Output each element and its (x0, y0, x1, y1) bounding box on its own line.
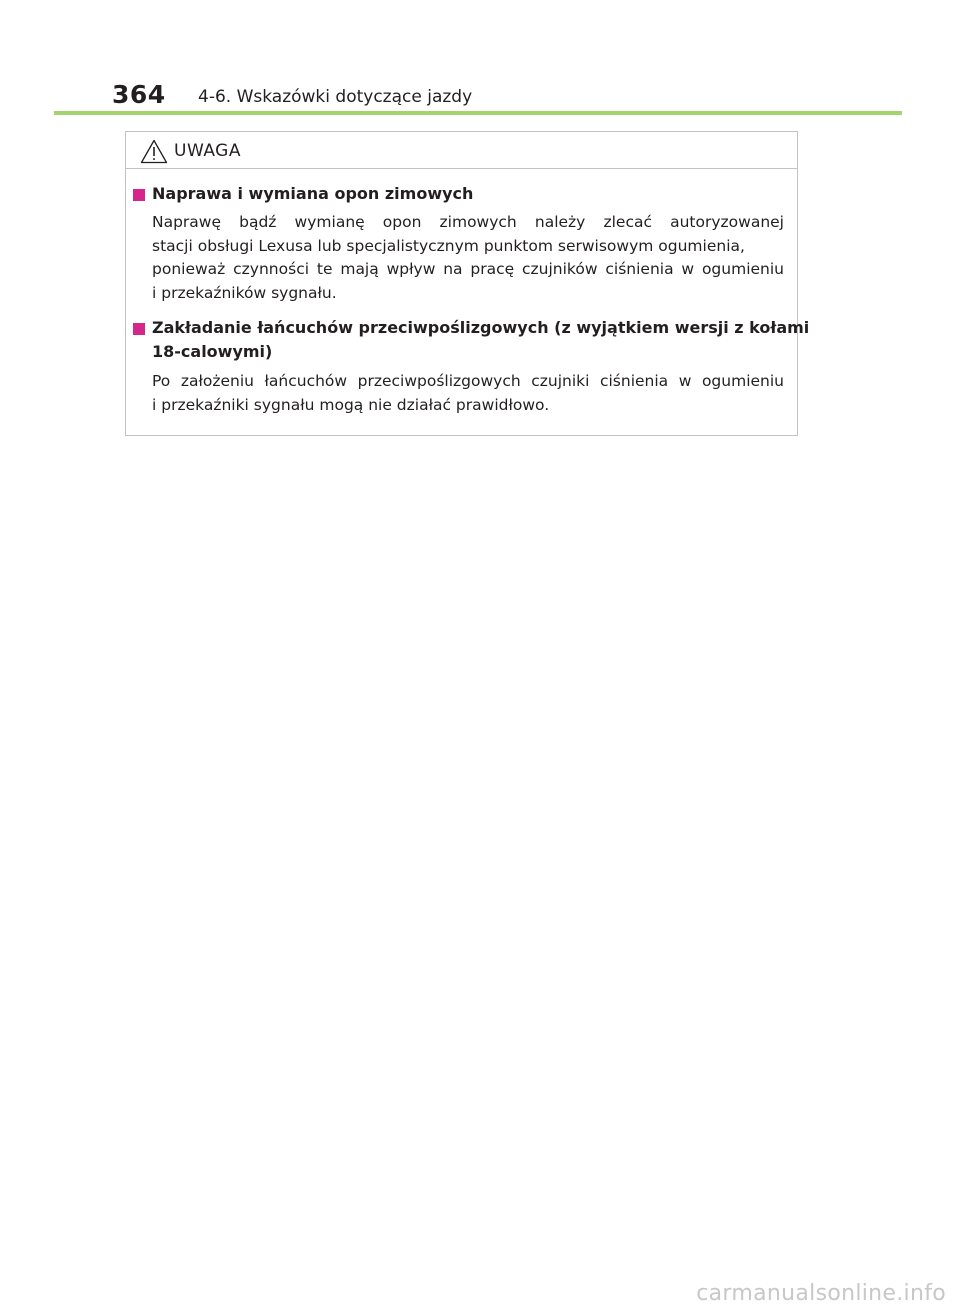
caution-box (125, 131, 810, 436)
warning-triangle-icon (140, 139, 168, 164)
item-body (152, 211, 784, 305)
item-body (152, 370, 784, 417)
body-line: Po założeniu łańcuchów przeciwpoślizgowych czujniki ciśnienia w ogumieniu (152, 372, 784, 390)
heading-line: Zakładanie łańcuchów przeciwpoślizgowych (z wyjątkiem wersji z kołami (152, 318, 810, 337)
page-number: 364 (112, 80, 166, 109)
caution-label: UWAGA (174, 141, 241, 161)
item-heading (152, 182, 784, 206)
body-line: ponieważ czynności te mają wpływ na pracę czujników ciśnienia w ogumieniu (152, 260, 784, 278)
item-heading (152, 316, 810, 364)
heading-line: 18-calowymi) (152, 342, 273, 361)
body-line: i przekaźniki sygnału mogą nie działać prawidłowo. (152, 395, 550, 414)
square-bullet-icon (133, 189, 145, 201)
caution-header (126, 132, 797, 169)
page-header (0, 0, 960, 120)
watermark: carmanualsonline.info (696, 1281, 946, 1306)
body-line: Naprawę bądź wymianę opon zimowych należy zlecać autoryzowanej (152, 213, 784, 231)
body-line: i przekaźników sygnału. (152, 283, 337, 302)
square-bullet-icon (133, 323, 145, 335)
heading-line: Naprawa i wymiana opon zimowych (152, 184, 474, 203)
header-rule (54, 111, 902, 115)
section-title: 4-6. Wskazówki dotyczące jazdy (198, 87, 473, 107)
body-line: stacji obsługi Lexusa lub specjalistycznym punktom serwisowym ogumienia, (152, 236, 745, 255)
